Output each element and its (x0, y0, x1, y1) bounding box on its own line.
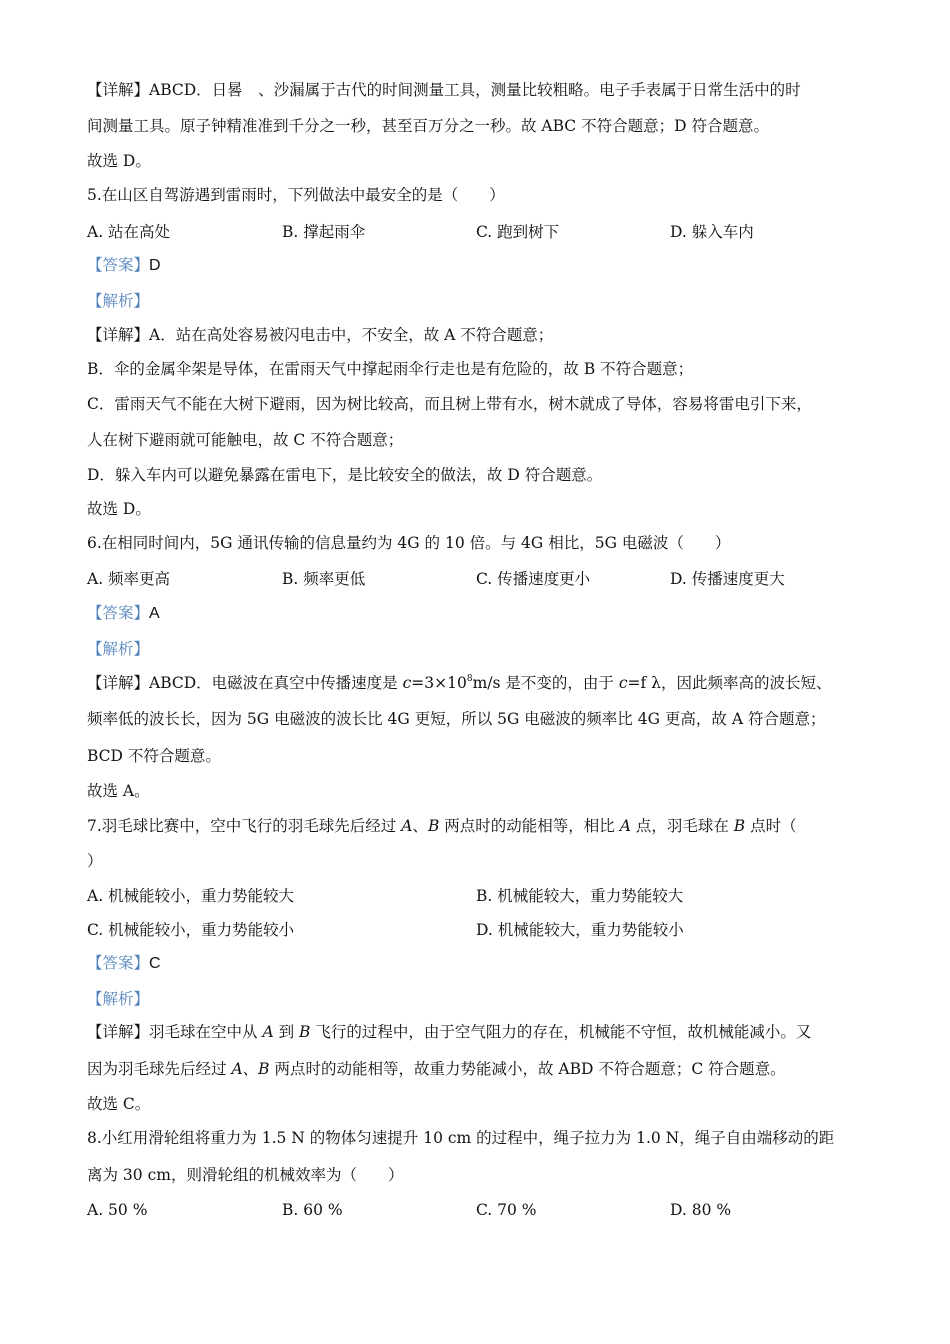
option-a: A. 频率更高 (87, 570, 171, 588)
option-b: B. 撑起雨伞 (282, 223, 366, 241)
option-c: C. 70 % (476, 1201, 537, 1219)
option-b: B. 60 % (282, 1201, 343, 1219)
point-b: B (258, 1060, 270, 1078)
q5-detail-line-1 (87, 325, 553, 345)
answer-value: A (149, 605, 160, 622)
point-a: A (619, 817, 631, 835)
point-b: B (733, 817, 746, 835)
option-c: C. 传播速度更小 (476, 570, 591, 588)
stem-text: 点时（ (745, 817, 797, 835)
point-b: B (427, 817, 440, 835)
q8-stem-line-2: 离为 30 cm，则滑轮组的机械效率为（ ） (87, 1166, 404, 1184)
option-b: B. 机械能较大，重力势能较大 (476, 887, 684, 905)
detail-text: 飞行的过程中，由于空气阻力的存在，机械能不守恒，故机械能减小。又 (310, 1023, 812, 1041)
q8-stem-line-1: 8.小红用滑轮组将重力为 1.5 N 的物体匀速提升 10 cm 的过程中，绳子拉力为 1.0 N，绳子自由端移动的距 (87, 1129, 835, 1147)
point-a: A (231, 1060, 243, 1078)
detail-text: 因为羽毛球先后经过 (87, 1060, 232, 1078)
exponent: 8 (466, 674, 473, 684)
q7-answer (87, 953, 161, 974)
q6-detail-line-2: 频率低的波长长，因为 5G 电磁波的波长比 4G 更短，所以 5G 电磁波的频率比 4G 更高，故 A 符合题意； (87, 710, 826, 728)
q6-detail-line-1 (87, 673, 832, 693)
q5-detail-line-3: C．雷雨天气不能在大树下避雨，因为树比较高，而且树上带有水，树木就成了导体，容易将雷电引下来， (87, 395, 812, 413)
detail-text: =f λ，因此频率高的波长短、 (627, 674, 832, 692)
detail-text: 、 (242, 1060, 259, 1078)
answer-label: 【答案】 (87, 954, 150, 972)
detail-text: 两点时的动能相等，故重力势能减小，故 ABD 不符合题意；C 符合题意。 (269, 1060, 786, 1078)
q6-conclusion: 故选 A。 (87, 782, 150, 800)
q7-stem-close: ） (87, 852, 103, 870)
q5-detail-line-4: 人在树下避雨就可能触电，故 C 不符合题意； (87, 431, 404, 449)
stem-text: 7.羽毛球比赛中，空中飞行的羽毛球先后经过 (87, 817, 402, 835)
option-d: D. 躲入车内 (670, 223, 754, 241)
option-a: A. 站在高处 (87, 223, 171, 241)
option-d: D. 80 % (670, 1201, 732, 1219)
answer-label: 【答案】 (87, 256, 150, 274)
detail-label: 【详解】 (87, 81, 150, 99)
q4-detail-line-1 (87, 80, 801, 100)
q5-analysis-label: 【解析】 (87, 292, 150, 310)
q5-stem: 5.在山区自驾游遇到雷雨时，下列做法中最安全的是（ ） (87, 186, 505, 204)
q5-detail-line-5: D．躲入车内可以避免暴露在雷电下，是比较安全的做法，故 D 符合题意。 (87, 466, 603, 484)
point-a: A (262, 1023, 274, 1041)
q7-stem (87, 816, 797, 836)
q4-conclusion: 故选 D。 (87, 152, 151, 170)
stem-text: 、 (412, 817, 428, 835)
q5-conclusion: 故选 D。 (87, 500, 151, 518)
answer-value: C (149, 955, 161, 972)
detail-text: 羽毛球在空中从 (149, 1023, 263, 1041)
option-d: D. 传播速度更大 (670, 570, 785, 588)
q6-analysis-label: 【解析】 (87, 640, 150, 658)
detail-label: 【详解】 (87, 1023, 150, 1041)
answer-value: D (149, 257, 161, 274)
detail-text: A．站在高处容易被闪电击中，不安全，故 A 不符合题意； (149, 326, 554, 344)
q6-answer (87, 603, 160, 624)
detail-label: 【详解】 (87, 674, 150, 692)
q5-answer (87, 255, 161, 276)
option-c: C. 机械能较小，重力势能较小 (87, 921, 295, 939)
answer-label: 【答案】 (87, 604, 150, 622)
point-a: A (401, 817, 413, 835)
q7-conclusion: 故选 C。 (87, 1095, 151, 1113)
option-c: C. 跑到树下 (476, 223, 560, 241)
stem-text: 两点时的动能相等，相比 (439, 817, 620, 835)
q6-detail-line-3: BCD 不符合题意。 (87, 747, 221, 765)
option-d: D. 机械能较大，重力势能较小 (476, 921, 684, 939)
q5-detail-line-2: B．伞的金属伞架是导体，在雷雨天气中撑起雨伞行走也是有危险的，故 B 不符合题意； (87, 360, 694, 378)
variable-c: c (618, 674, 628, 692)
detail-text: ABCD．电磁波在真空中传播速度是 (149, 674, 403, 692)
option-b: B. 频率更低 (282, 570, 366, 588)
q6-stem: 6.在相同时间内，5G 通讯传输的信息量约为 4G 的 10 倍。与 4G 相比，5G 电磁波（ ） (87, 534, 731, 552)
variable-c: c (402, 674, 412, 692)
formula: =3×10 (411, 674, 467, 692)
stem-text: 点，羽毛球在 (630, 817, 734, 835)
q7-detail-line-1 (87, 1022, 811, 1042)
detail-text: m/s 是不变的，由于 (472, 674, 619, 692)
q7-detail-line-2 (87, 1059, 786, 1079)
q4-detail-line-2: 间测量工具。原子钟精准准到千分之一秒，甚至百万分之一秒。故 ABC 不符合题意；D 符合题意。 (87, 117, 769, 135)
detail-text: ABCD．日晷 、沙漏属于古代的时间测量工具，测量比较粗略。电子手表属于日常生活中的时 (149, 81, 801, 99)
option-a: A. 50 % (87, 1201, 148, 1219)
option-a: A. 机械能较小，重力势能较大 (87, 887, 295, 905)
detail-text: 到 (273, 1023, 300, 1041)
q7-analysis-label: 【解析】 (87, 990, 150, 1008)
detail-label: 【详解】 (87, 326, 150, 344)
point-b: B (299, 1023, 311, 1041)
